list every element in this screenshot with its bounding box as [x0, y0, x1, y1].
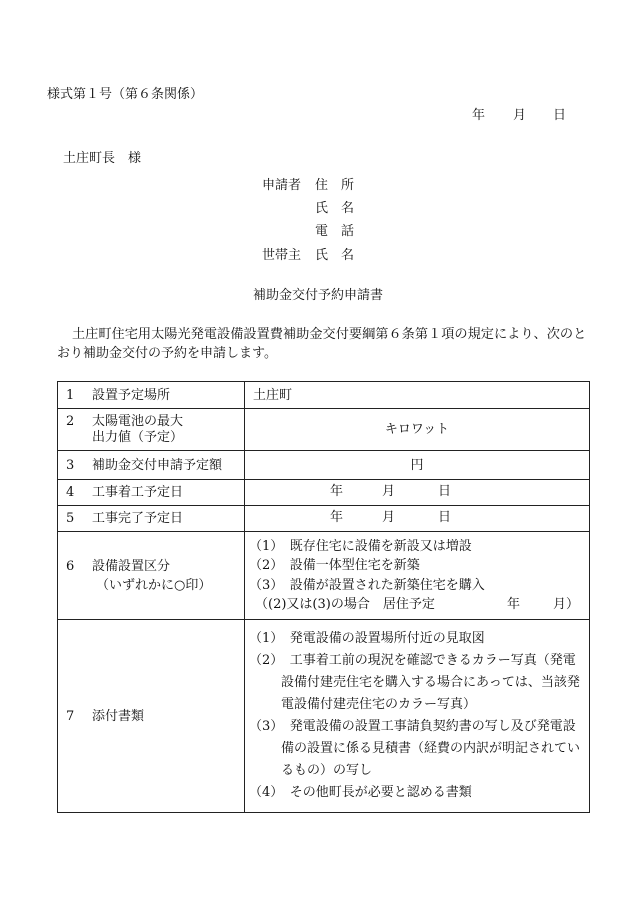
end-day-label: 日 — [438, 510, 452, 525]
attachment-item: （1） 発電設備の設置場所付近の見取図 — [249, 631, 485, 646]
row-number: 2 — [66, 413, 75, 429]
table-row — [58, 480, 590, 506]
residence-note: （(2)又は(3)の場合 居住予定 — [255, 597, 435, 613]
table-row — [58, 409, 590, 451]
applicant-label: 申請者 — [262, 178, 302, 193]
application-table — [57, 381, 590, 813]
row-number: 7 — [66, 708, 75, 724]
attachment-item: （2） 工事着工前の現況を確認できるカラー写真（発電設備付建売住宅を購入する場合にあっては、当該発電設備付建売住宅のカラー写真） — [249, 653, 580, 712]
form-number: 様式第１号（第６条関係） — [47, 87, 204, 102]
body-text-line-2: おり補助金交付の予約を申請します。 — [57, 346, 277, 361]
address-label: 住 所 — [315, 178, 355, 193]
residence-year-label: 年 — [507, 597, 521, 613]
row-label: 添付書類 — [92, 708, 145, 724]
row-label: 設置予定場所 — [92, 387, 171, 403]
end-year-label: 年 — [330, 510, 344, 525]
attachment-item: （3） 発電設備の設置工事請負契約書の写し及び発電設備の設置に係る見積書（経費の内訳が明記されているもの）の写し — [249, 719, 581, 778]
option-new-build: （2） 設備一体型住宅を新築 — [249, 558, 420, 574]
household-head-label: 世帯主 — [262, 248, 302, 263]
table-row — [58, 382, 590, 409]
row-number: 3 — [66, 457, 75, 473]
max-output-unit: キロワット — [245, 409, 590, 451]
date-month-label: 月 — [513, 108, 527, 123]
row-label: 工事完了予定日 — [92, 511, 184, 526]
row-number: 6 — [66, 558, 75, 574]
row-number: 1 — [66, 387, 75, 403]
row-number: 4 — [66, 485, 75, 500]
date-day-label: 日 — [553, 108, 567, 123]
row-number: 5 — [66, 511, 75, 526]
table-row — [58, 620, 590, 813]
addressee: 土庄町長 様 — [63, 151, 142, 166]
name-label: 氏 名 — [315, 201, 355, 216]
attachment-item: （4） その他町長が必要と認める書類 — [249, 785, 472, 800]
date-year-label: 年 — [472, 108, 486, 123]
subsidy-amount-unit: 円 — [245, 451, 590, 480]
phone-label: 電 話 — [315, 224, 355, 239]
row-label: 工事着工予定日 — [92, 485, 184, 500]
body-text-line-1: 土庄町住宅用太陽光発電設備設置費補助金交付要綱第６条第１項の規定により、次のと — [72, 327, 587, 342]
row-label: 補助金交付申請予定額 — [92, 457, 223, 473]
start-month-label: 月 — [382, 484, 396, 499]
document-title: 補助金交付予約申請書 — [253, 288, 384, 303]
row-label: 太陽電池の最大 — [92, 413, 184, 429]
option-purchase: （3） 設備が設置された新築住宅を購入 — [249, 577, 485, 593]
residence-month-label: 月） — [553, 597, 580, 613]
planned-location-value: 土庄町 — [245, 382, 590, 409]
table-row — [58, 451, 590, 480]
option-existing-house: （1） 既存住宅に設備を新設又は増設 — [249, 538, 472, 554]
end-month-label: 月 — [382, 510, 396, 525]
row-label-line-2: 出力値（予定） — [92, 429, 184, 445]
table-row — [58, 506, 590, 532]
household-name-label: 氏 名 — [315, 248, 355, 263]
start-day-label: 日 — [438, 484, 452, 499]
row-label: 設備設置区分 — [92, 558, 171, 574]
start-year-label: 年 — [330, 484, 344, 499]
table-row — [58, 532, 590, 620]
row-sublabel: （いずれかに○印） — [96, 577, 212, 593]
